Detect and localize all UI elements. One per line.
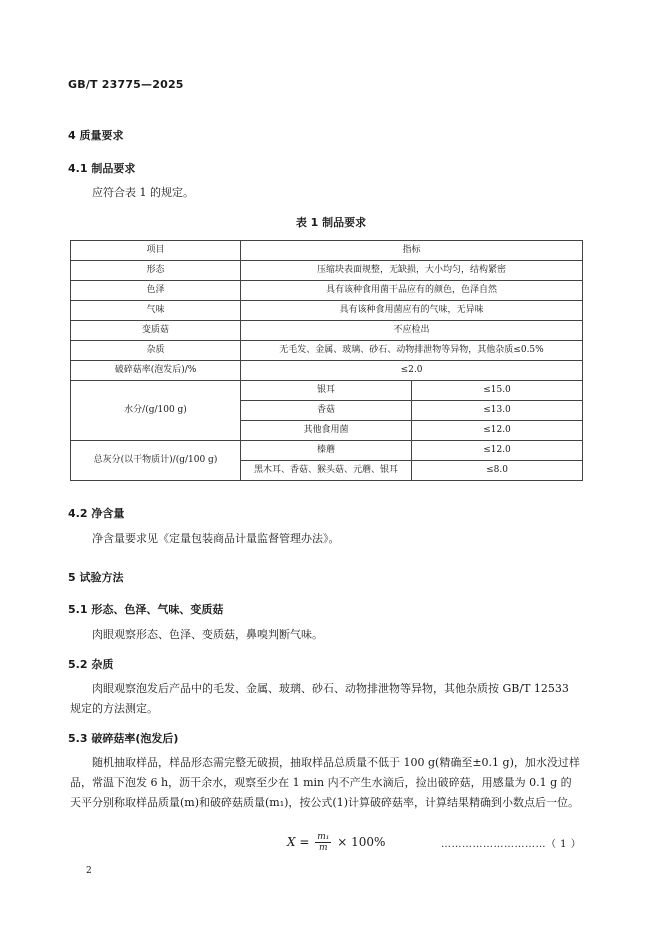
- section-4-title: 4 质量要求: [68, 129, 124, 142]
- row-value: 不应检出: [241, 321, 583, 341]
- table-row: [71, 361, 583, 381]
- table-header-row: [71, 241, 583, 261]
- row-value: 具有该种食用菌应有的气味，无异味: [241, 301, 583, 321]
- moisture-value: ≤15.0: [412, 381, 583, 401]
- table-row: [71, 441, 583, 461]
- table-row: [71, 281, 583, 301]
- section-4-2-title: 4.2 净含量: [68, 507, 125, 520]
- formula-1: [287, 832, 385, 853]
- section-4-1-text: 应符合表 1 的规定。: [92, 186, 194, 199]
- formula-fraction: [315, 832, 331, 853]
- section-5-3-text: 随机抽取样品，样品形态需完整无破损，抽取样品总质量不低于 100 g(精确至±0.1 g)，加水没过样品，常温下泡发 6 h，沥干余水，观察至少在 1 min 内不产生水滴后，捡出破碎菇，用感量为 0.1 g 的天平分别称取样品质量(m)和破碎菇质量(m₁)，按公式(1)计算破碎菇率，计算结果精确到小数点后一位。: [70, 756, 580, 809]
- page-number: 2: [86, 866, 92, 876]
- moisture-value: ≤12.0: [412, 421, 583, 441]
- header-index: 指标: [241, 241, 583, 261]
- formula-denominator: m: [319, 843, 328, 853]
- ash-subitem: 榛蘑: [241, 441, 412, 461]
- section-5-title: 5 试验方法: [68, 571, 124, 584]
- row-item: 变质菇: [71, 321, 241, 341]
- ash-value: ≤8.0: [412, 461, 583, 481]
- row-value: ≤2.0: [241, 361, 583, 381]
- section-5-3-title: 5.3 破碎菇率(泡发后): [68, 732, 179, 745]
- ash-label: 总灰分(以干物质计)/(g/100 g): [71, 441, 241, 481]
- ash-subitem: 黑木耳、香菇、猴头菇、元蘑、银耳: [241, 461, 412, 481]
- row-item: 形态: [71, 261, 241, 281]
- section-5-1-text: 肉眼观察形态、色泽、变质菇，鼻嗅判断气味。: [92, 628, 323, 641]
- section-5-2-title: 5.2 杂质: [68, 658, 114, 671]
- formula-numerator: m₁: [317, 832, 330, 842]
- section-5-2-text: 肉眼观察泡发后产品中的毛发、金属、玻璃、砂石、动物排泄物等异物，其他杂质按 GB/T 12533 规定的方法测定。: [70, 682, 569, 715]
- section-4-2-text: 净含量要求见《定量包装商品计量监督管理办法》。: [92, 532, 340, 545]
- moisture-label: 水分/(g/100 g): [71, 381, 241, 441]
- formula-lhs: X =: [287, 835, 310, 849]
- section-4-1-title: 4.1 制品要求: [68, 162, 136, 175]
- row-item: 气味: [71, 301, 241, 321]
- table-row: [71, 381, 583, 401]
- moisture-subitem: 其他食用菌: [241, 421, 412, 441]
- table-row: [71, 321, 583, 341]
- moisture-value: ≤13.0: [412, 401, 583, 421]
- table-row: [71, 341, 583, 361]
- product-requirements-table: [70, 240, 583, 481]
- table-row: [71, 261, 583, 281]
- row-value: 具有该种食用菌干品应有的颜色，色泽自然: [241, 281, 583, 301]
- row-item: 破碎菇率(泡发后)/%: [71, 361, 241, 381]
- header-item: 项目: [71, 241, 241, 261]
- formula-rhs: × 100%: [337, 835, 386, 849]
- moisture-subitem: 银耳: [241, 381, 412, 401]
- row-value: 无毛发、金属、玻璃、砂石、动物排泄物等异物，其他杂质≤0.5%: [241, 341, 583, 361]
- section-5-1-title: 5.1 形态、色泽、气味、变质菇: [68, 603, 224, 616]
- table-caption: 表 1 制品要求: [295, 216, 367, 229]
- table-row: [71, 301, 583, 321]
- row-value: 压缩块表面规整，无缺损，大小均匀，结构紧密: [241, 261, 583, 281]
- formula-number: …………………………（ 1 ）: [441, 839, 582, 850]
- row-item: 杂质: [71, 341, 241, 361]
- moisture-subitem: 香菇: [241, 401, 412, 421]
- ash-value: ≤12.0: [412, 441, 583, 461]
- standard-number-header: GB/T 23775—2025: [68, 78, 184, 91]
- row-item: 色泽: [71, 281, 241, 301]
